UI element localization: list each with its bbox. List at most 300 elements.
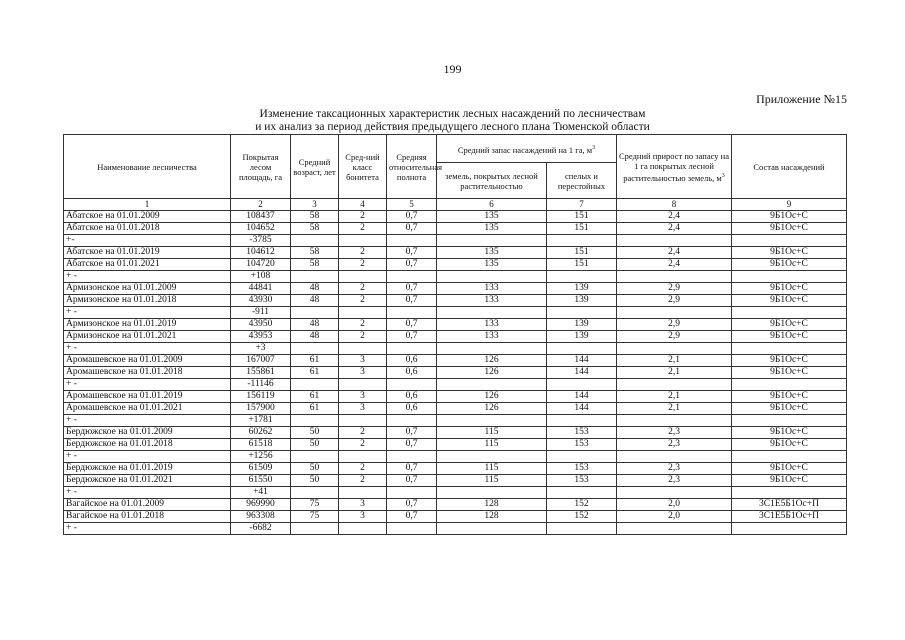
table-cell: 144: [547, 403, 617, 415]
table-cell: 9Б1Ос+С: [732, 463, 847, 475]
table-cell: [732, 271, 847, 283]
table-cell: 2: [339, 319, 387, 331]
table-cell: 167007: [231, 355, 291, 367]
table-cell: [732, 451, 847, 463]
table-cell: 969990: [231, 499, 291, 511]
table-cell: 3: [339, 499, 387, 511]
table-cell: [547, 343, 617, 355]
table-cell: 2,0: [617, 511, 732, 523]
table-cell: 104652: [231, 223, 291, 235]
table-cell: 157900: [231, 403, 291, 415]
table-row: [64, 367, 847, 379]
table-cell: [339, 307, 387, 319]
table-row: [64, 259, 847, 271]
forestry-name-cell: + -: [64, 487, 231, 499]
table-cell: [732, 379, 847, 391]
table-cell: 9Б1Ос+С: [732, 439, 847, 451]
table-cell: [547, 379, 617, 391]
table-cell: 75: [291, 499, 339, 511]
table-cell: 104612: [231, 247, 291, 259]
header-area: Покрытая лесом площадь, га: [231, 135, 291, 199]
table-cell: 2,3: [617, 475, 732, 487]
table-cell: [547, 523, 617, 535]
table-cell: 61: [291, 355, 339, 367]
table-cell: -11146: [231, 379, 291, 391]
table-cell: 2,1: [617, 355, 732, 367]
forestry-name-cell: Абатское на 01.01.2019: [64, 247, 231, 259]
table-cell: 108437: [231, 211, 291, 223]
table-cell: 2: [339, 475, 387, 487]
title-line-2: и их анализ за период действия предыдущего лесного плана Тюменской области: [255, 121, 650, 133]
table-cell: 0,6: [387, 403, 437, 415]
forestry-name-cell: Аромашевское на 01.01.2019: [64, 391, 231, 403]
table-cell: 48: [291, 295, 339, 307]
table-cell: [387, 235, 437, 247]
table-cell: 151: [547, 211, 617, 223]
column-number: 6: [437, 199, 547, 211]
table-cell: 0,7: [387, 463, 437, 475]
forestry-name-cell: Абатское на 01.01.2009: [64, 211, 231, 223]
table-cell: 151: [547, 247, 617, 259]
table-cell: 156119: [231, 391, 291, 403]
table-row: [64, 511, 847, 523]
table-cell: 0,7: [387, 223, 437, 235]
table-cell: 58: [291, 211, 339, 223]
table-cell: 135: [437, 223, 547, 235]
table-cell: [617, 451, 732, 463]
table-cell: 9Б1Ос+С: [732, 223, 847, 235]
table-cell: 3: [339, 355, 387, 367]
table-row: [64, 355, 847, 367]
table-cell: 2,9: [617, 283, 732, 295]
table-cell: +1781: [231, 415, 291, 427]
table-cell: 9Б1Ос+С: [732, 355, 847, 367]
table-cell: [547, 235, 617, 247]
table-cell: [339, 379, 387, 391]
table-row: [64, 235, 847, 247]
table-cell: 153: [547, 427, 617, 439]
table-cell: 133: [437, 319, 547, 331]
table-cell: 128: [437, 511, 547, 523]
table-cell: [732, 523, 847, 535]
table-cell: 0,7: [387, 259, 437, 271]
table-row: [64, 271, 847, 283]
forestry-name-cell: Армизонское на 01.01.2019: [64, 319, 231, 331]
table-cell: 152: [547, 511, 617, 523]
table-cell: +1256: [231, 451, 291, 463]
forestry-name-cell: Абатское на 01.01.2021: [64, 259, 231, 271]
column-number: 1: [64, 199, 231, 211]
table-cell: [732, 487, 847, 499]
table-cell: [291, 379, 339, 391]
forestry-name-cell: + -: [64, 307, 231, 319]
table-cell: [387, 379, 437, 391]
forestry-name-cell: + -: [64, 415, 231, 427]
header-stock-group-text: Средний запас насаждений на 1 га, м: [457, 144, 593, 155]
table-cell: [617, 235, 732, 247]
table-cell: 2,4: [617, 259, 732, 271]
table-cell: 0,6: [387, 391, 437, 403]
table-cell: 144: [547, 355, 617, 367]
table-cell: 48: [291, 319, 339, 331]
forest-characteristics-table: [63, 134, 847, 535]
table-row: [64, 295, 847, 307]
table-cell: 61509: [231, 463, 291, 475]
table-cell: +41: [231, 487, 291, 499]
table-row: [64, 487, 847, 499]
table-cell: [291, 523, 339, 535]
table-cell: [617, 307, 732, 319]
table-row: [64, 223, 847, 235]
table-cell: 2,1: [617, 391, 732, 403]
table-cell: 9Б1Ос+С: [732, 259, 847, 271]
table-cell: 155861: [231, 367, 291, 379]
table-cell: 115: [437, 475, 547, 487]
table-cell: [339, 487, 387, 499]
table-cell: [547, 271, 617, 283]
table-cell: 9Б1Ос+С: [732, 247, 847, 259]
appendix-label: Приложение №15: [756, 92, 847, 106]
table-cell: 135: [437, 259, 547, 271]
table-cell: 133: [437, 283, 547, 295]
table-cell: 104720: [231, 259, 291, 271]
table-cell: -3785: [231, 235, 291, 247]
table-cell: 153: [547, 439, 617, 451]
table-cell: 2: [339, 223, 387, 235]
forestry-name-cell: + -: [64, 451, 231, 463]
table-row: [64, 283, 847, 295]
table-cell: [617, 415, 732, 427]
table-cell: 135: [437, 211, 547, 223]
table-cell: [387, 523, 437, 535]
forestry-name-cell: Вагайское на 01.01.2018: [64, 511, 231, 523]
table-cell: 115: [437, 463, 547, 475]
table-cell: [617, 523, 732, 535]
table-cell: 43930: [231, 295, 291, 307]
forestry-name-cell: Бердюжское на 01.01.2019: [64, 463, 231, 475]
table-cell: 58: [291, 223, 339, 235]
table-cell: 0,7: [387, 283, 437, 295]
table-cell: 0,6: [387, 367, 437, 379]
table-cell: [339, 343, 387, 355]
column-number: 8: [617, 199, 732, 211]
table-cell: 9Б1Ос+С: [732, 295, 847, 307]
table-cell: 9Б1Ос+С: [732, 391, 847, 403]
table-cell: 50: [291, 475, 339, 487]
table-cell: [732, 235, 847, 247]
table-cell: 144: [547, 391, 617, 403]
table-cell: 151: [547, 223, 617, 235]
table-cell: 151: [547, 259, 617, 271]
table-cell: 9Б1Ос+С: [732, 283, 847, 295]
table-cell: 60262: [231, 427, 291, 439]
table-row: [64, 379, 847, 391]
table-cell: 126: [437, 391, 547, 403]
table-cell: 58: [291, 259, 339, 271]
table-cell: 139: [547, 331, 617, 343]
table-cell: [291, 307, 339, 319]
table-cell: 139: [547, 319, 617, 331]
table-row: [64, 475, 847, 487]
table-cell: 61: [291, 403, 339, 415]
table-cell: 2,3: [617, 463, 732, 475]
table-cell: [617, 487, 732, 499]
table-cell: 9Б1Ос+С: [732, 331, 847, 343]
header-stock-group: [437, 135, 617, 163]
header-stock-forest: земель, покрытых лесной растительностью: [437, 163, 547, 199]
forestry-name-cell: + -: [64, 379, 231, 391]
table-cell: [387, 271, 437, 283]
table-cell: [732, 415, 847, 427]
table-cell: 126: [437, 367, 547, 379]
table-cell: [339, 451, 387, 463]
table-cell: 2,1: [617, 367, 732, 379]
table-row: [64, 523, 847, 535]
header-growth-text: Средний прирост по запасу на 1 га покрытых лесной растительностью земель, м: [619, 150, 729, 183]
table-cell: [387, 343, 437, 355]
table-cell: 61518: [231, 439, 291, 451]
table-cell: 0,7: [387, 319, 437, 331]
table-cell: [291, 415, 339, 427]
table-cell: 2,4: [617, 247, 732, 259]
table-cell: 126: [437, 403, 547, 415]
table-cell: [547, 451, 617, 463]
forestry-name-cell: Аромашевское на 01.01.2021: [64, 403, 231, 415]
table-cell: [339, 235, 387, 247]
table-cell: 2: [339, 427, 387, 439]
table-cell: [547, 307, 617, 319]
table-cell: 0,7: [387, 295, 437, 307]
table-cell: 115: [437, 439, 547, 451]
column-number-row: [64, 199, 847, 211]
table-cell: 2,4: [617, 211, 732, 223]
table-row: [64, 427, 847, 439]
forestry-name-cell: Абатское на 01.01.2018: [64, 223, 231, 235]
forestry-name-cell: +-: [64, 235, 231, 247]
column-number: 3: [291, 199, 339, 211]
table-cell: 9Б1Ос+С: [732, 319, 847, 331]
forestry-name-cell: Армизонское на 01.01.2009: [64, 283, 231, 295]
table-cell: [291, 343, 339, 355]
table-cell: 43950: [231, 319, 291, 331]
table-row: [64, 247, 847, 259]
table-cell: [387, 307, 437, 319]
table-cell: 2: [339, 259, 387, 271]
table-cell: 9Б1Ос+С: [732, 367, 847, 379]
table-cell: [732, 343, 847, 355]
header-stock-mature: спелых и перестойных: [547, 163, 617, 199]
table-cell: 153: [547, 475, 617, 487]
table-cell: 50: [291, 427, 339, 439]
table-cell: 0,7: [387, 211, 437, 223]
table-cell: [339, 415, 387, 427]
table-cell: [437, 415, 547, 427]
header-fullness: Средняя относительная полнота: [387, 135, 437, 199]
table-cell: 126: [437, 355, 547, 367]
table-cell: 2,3: [617, 427, 732, 439]
table-row: [64, 415, 847, 427]
column-number: 7: [547, 199, 617, 211]
table-cell: 3: [339, 391, 387, 403]
forestry-name-cell: Бердюжское на 01.01.2021: [64, 475, 231, 487]
header-composition: Состав насаждений: [732, 135, 847, 199]
table-cell: [437, 379, 547, 391]
table-cell: +108: [231, 271, 291, 283]
table-cell: 2: [339, 247, 387, 259]
table-cell: 3: [339, 403, 387, 415]
forestry-name-cell: Бердюжское на 01.01.2018: [64, 439, 231, 451]
table-row: [64, 319, 847, 331]
table-cell: 50: [291, 463, 339, 475]
table-cell: [617, 379, 732, 391]
header-name: Наименование лесничества: [64, 135, 231, 199]
forestry-name-cell: + -: [64, 271, 231, 283]
table-cell: 0,7: [387, 475, 437, 487]
table-cell: 2,9: [617, 295, 732, 307]
table-cell: [437, 271, 547, 283]
table-cell: 61: [291, 367, 339, 379]
table-cell: 43953: [231, 331, 291, 343]
table-cell: 48: [291, 283, 339, 295]
table-cell: 3С1Е5Б1Ос+П: [732, 499, 847, 511]
table-cell: [339, 271, 387, 283]
forestry-name-cell: Бердюжское на 01.01.2009: [64, 427, 231, 439]
table-cell: 75: [291, 511, 339, 523]
table-cell: 2,3: [617, 439, 732, 451]
table-cell: [617, 343, 732, 355]
table-cell: 2: [339, 295, 387, 307]
table-cell: 963308: [231, 511, 291, 523]
table-cell: 2,9: [617, 319, 732, 331]
table-cell: 2: [339, 463, 387, 475]
table-cell: 48: [291, 331, 339, 343]
header-growth-sup: 3: [721, 172, 725, 179]
table-cell: 9Б1Ос+С: [732, 427, 847, 439]
table-cell: [437, 451, 547, 463]
table-row: [64, 211, 847, 223]
table-cell: 153: [547, 463, 617, 475]
table-cell: 3: [339, 511, 387, 523]
column-number: 9: [732, 199, 847, 211]
table-row: [64, 439, 847, 451]
table-cell: [547, 487, 617, 499]
table-cell: 128: [437, 499, 547, 511]
table-cell: [437, 523, 547, 535]
table-cell: 0,7: [387, 439, 437, 451]
table-cell: 2,9: [617, 331, 732, 343]
table-row: [64, 391, 847, 403]
header-age: Средний возраст, лет: [291, 135, 339, 199]
table-cell: 2,1: [617, 403, 732, 415]
table-cell: 2: [339, 439, 387, 451]
table-cell: 133: [437, 331, 547, 343]
table-cell: 61550: [231, 475, 291, 487]
table-cell: +3: [231, 343, 291, 355]
table-cell: 2,4: [617, 223, 732, 235]
table-cell: 2,0: [617, 499, 732, 511]
table-cell: [547, 415, 617, 427]
table-cell: [291, 235, 339, 247]
table-cell: 3: [339, 367, 387, 379]
table-cell: [387, 487, 437, 499]
table-cell: -911: [231, 307, 291, 319]
table-cell: [437, 487, 547, 499]
table-cell: 3С1Е5Б1Ос+П: [732, 511, 847, 523]
table-cell: 133: [437, 295, 547, 307]
table-cell: 9Б1Ос+С: [732, 403, 847, 415]
forestry-name-cell: Аромашевское на 01.01.2009: [64, 355, 231, 367]
header-stock-group-sup: 3: [592, 144, 596, 151]
table-row: [64, 499, 847, 511]
forestry-name-cell: Вагайское на 01.01.2009: [64, 499, 231, 511]
table-cell: [387, 415, 437, 427]
table-cell: [437, 307, 547, 319]
table-cell: [291, 451, 339, 463]
forestry-name-cell: Армизонское на 01.01.2018: [64, 295, 231, 307]
table-cell: 135: [437, 247, 547, 259]
table-cell: 0,7: [387, 247, 437, 259]
table-cell: 0,7: [387, 499, 437, 511]
table-cell: 2: [339, 283, 387, 295]
table-cell: 152: [547, 499, 617, 511]
table-cell: [437, 343, 547, 355]
table-cell: 61: [291, 391, 339, 403]
table-cell: 2: [339, 211, 387, 223]
table-row: [64, 451, 847, 463]
table-row: [64, 403, 847, 415]
document-title: [0, 108, 905, 134]
table-cell: [339, 523, 387, 535]
table-cell: 50: [291, 439, 339, 451]
table-row: [64, 343, 847, 355]
table-cell: 144: [547, 367, 617, 379]
forestry-name-cell: + -: [64, 343, 231, 355]
table-row: [64, 307, 847, 319]
table-cell: [387, 451, 437, 463]
table-cell: [291, 487, 339, 499]
table-row: [64, 331, 847, 343]
table-cell: 2: [339, 331, 387, 343]
table-cell: 139: [547, 283, 617, 295]
page-number: 199: [443, 62, 462, 76]
table-cell: [732, 307, 847, 319]
table-cell: 44841: [231, 283, 291, 295]
table-cell: 58: [291, 247, 339, 259]
table-cell: -6682: [231, 523, 291, 535]
table-cell: 0,7: [387, 331, 437, 343]
table-cell: 9Б1Ос+С: [732, 475, 847, 487]
table-row: [64, 463, 847, 475]
table-cell: [291, 271, 339, 283]
forestry-name-cell: Армизонское на 01.01.2021: [64, 331, 231, 343]
forestry-name-cell: + -: [64, 523, 231, 535]
column-number: 5: [387, 199, 437, 211]
header-growth: [617, 135, 732, 199]
table-body: [64, 199, 847, 535]
table-cell: 9Б1Ос+С: [732, 211, 847, 223]
table-cell: 139: [547, 295, 617, 307]
table-cell: 0,7: [387, 427, 437, 439]
column-number: 2: [231, 199, 291, 211]
forestry-name-cell: Аромашевское на 01.01.2018: [64, 367, 231, 379]
table-cell: 115: [437, 427, 547, 439]
table-cell: [437, 235, 547, 247]
table-cell: 0,7: [387, 511, 437, 523]
table-cell: [617, 271, 732, 283]
column-number: 4: [339, 199, 387, 211]
table-cell: 0,6: [387, 355, 437, 367]
header-bonitet: Сред-ний класс бонитета: [339, 135, 387, 199]
